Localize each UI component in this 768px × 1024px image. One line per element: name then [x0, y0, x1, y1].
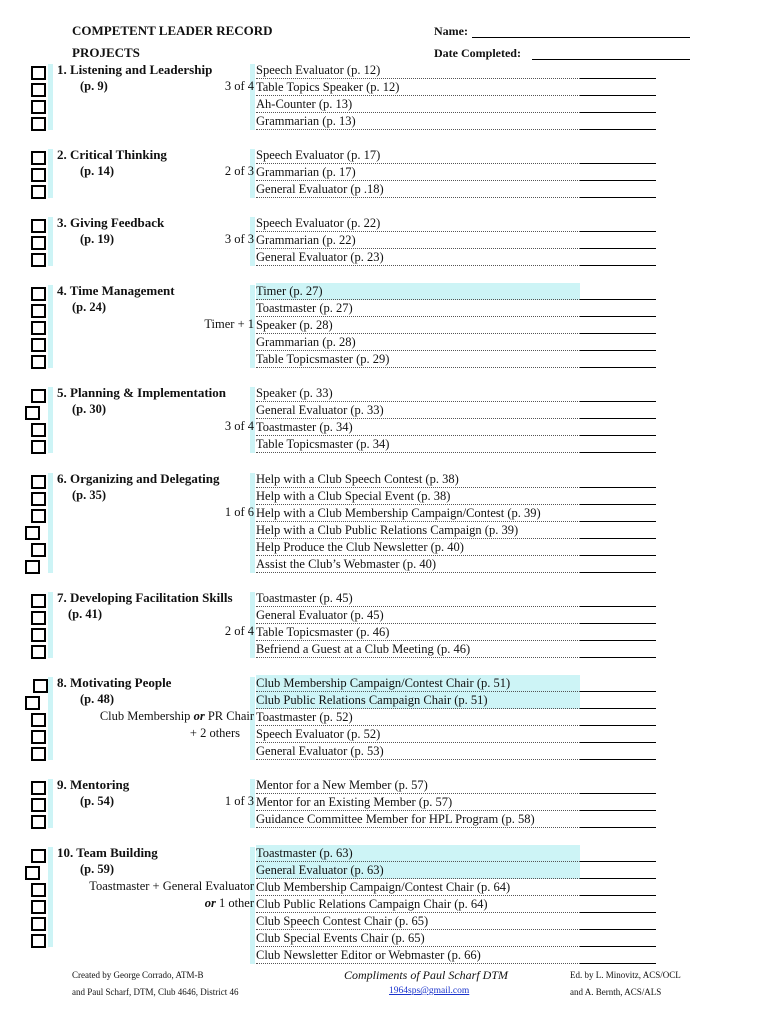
role-item: Mentor for an Existing Member (p. 57): [256, 794, 580, 811]
role-date-field[interactable]: [580, 675, 656, 692]
role-item: Table Topicsmaster (p. 34): [256, 436, 580, 453]
completion-checkbox[interactable]: [31, 389, 46, 403]
role-item: General Evaluator (p .18): [256, 181, 580, 198]
completion-checkbox[interactable]: [31, 594, 46, 608]
project-title: 9. Mentoring: [57, 777, 130, 792]
role-item: Assist the Club’s Webmaster (p. 40): [256, 556, 580, 573]
role-item: Help with a Club Membership Campaign/Contest (p. 39): [256, 505, 580, 522]
role-date-field[interactable]: [580, 607, 656, 624]
role-item: Speaker (p. 28): [256, 317, 580, 334]
completion-checkbox[interactable]: [31, 849, 46, 863]
role-date-field[interactable]: [580, 419, 656, 436]
role-item: Help Produce the Club Newsletter (p. 40): [256, 539, 580, 556]
completion-checkbox[interactable]: [25, 406, 40, 420]
name-label: Name:: [434, 24, 468, 38]
role-date-field[interactable]: [580, 743, 656, 760]
completion-checkbox[interactable]: [31, 747, 46, 761]
role-date-field[interactable]: [580, 879, 656, 896]
project-title: 8. Motivating People: [57, 675, 172, 690]
role-date-field[interactable]: [580, 300, 656, 317]
requirement-part: Club Membership: [99, 709, 191, 723]
role-item: Table Topicsmaster (p. 29): [256, 351, 580, 368]
role-item: Speech Evaluator (p. 52): [256, 726, 580, 743]
role-date-field[interactable]: [580, 471, 656, 488]
role-item: Club Public Relations Campaign Chair (p. 64): [256, 896, 580, 913]
project-page-ref: (p. 19): [80, 232, 115, 246]
completion-checkbox[interactable]: [25, 866, 40, 880]
project-page-ref: (p. 48): [80, 692, 115, 706]
completion-checkbox[interactable]: [31, 253, 46, 267]
completion-checkbox[interactable]: [31, 168, 46, 182]
credits-line-1: Created by George Corrado, ATM-B: [72, 970, 204, 980]
completion-checkbox[interactable]: [31, 815, 46, 829]
requirement-note: Toastmaster + General Evaluator: [89, 879, 254, 893]
role-date-field[interactable]: [580, 811, 656, 828]
role-date-field[interactable]: [580, 62, 656, 79]
role-item: Toastmaster (p. 63): [256, 845, 580, 862]
role-item: Toastmaster (p. 34): [256, 419, 580, 436]
project-page-ref: (p. 41): [68, 607, 103, 621]
role-item: Toastmaster (p. 45): [256, 590, 580, 607]
completion-checkbox[interactable]: [33, 679, 48, 693]
role-item: Befriend a Guest at a Club Meeting (p. 46): [256, 641, 580, 658]
requirement-note: Timer + 1: [204, 317, 254, 331]
role-date-field[interactable]: [580, 692, 656, 709]
project-page-ref: (p. 9): [80, 79, 108, 93]
completion-checkbox[interactable]: [31, 355, 46, 369]
section-accent-bar: [48, 217, 53, 266]
role-date-field[interactable]: [580, 113, 656, 130]
role-date-field[interactable]: [580, 334, 656, 351]
role-date-field[interactable]: [580, 505, 656, 522]
completion-checkbox[interactable]: [31, 440, 46, 454]
role-date-field[interactable]: [580, 147, 656, 164]
completion-checkbox[interactable]: [31, 900, 46, 914]
role-date-field[interactable]: [580, 794, 656, 811]
projects-label: PROJECTS: [72, 45, 140, 60]
completion-checkbox[interactable]: [31, 730, 46, 744]
email-link[interactable]: 1964sps@gmail.com: [389, 986, 470, 996]
requirement-or: or: [193, 709, 205, 723]
role-item: Speech Evaluator (p. 17): [256, 147, 580, 164]
project-title: 4. Time Management: [57, 283, 175, 298]
role-item: Toastmaster (p. 52): [256, 709, 580, 726]
role-item: General Evaluator (p. 63): [256, 862, 580, 879]
role-date-field[interactable]: [580, 862, 656, 879]
role-date-field[interactable]: [580, 215, 656, 232]
role-date-field[interactable]: [580, 436, 656, 453]
role-date-field[interactable]: [580, 947, 656, 964]
role-item: General Evaluator (p. 33): [256, 402, 580, 419]
requirement-note: 2 of 4: [224, 624, 254, 638]
role-item: Table Topicsmaster (p. 46): [256, 624, 580, 641]
role-item: Toastmaster (p. 27): [256, 300, 580, 317]
role-date-field[interactable]: [580, 590, 656, 607]
requirement-or: or: [204, 896, 216, 910]
role-item: Help with a Club Speech Contest (p. 38): [256, 471, 580, 488]
role-item: Grammarian (p. 17): [256, 164, 580, 181]
completion-checkbox[interactable]: [31, 917, 46, 931]
section-accent-bar: [48, 779, 53, 828]
role-date-field[interactable]: [580, 96, 656, 113]
role-date-field[interactable]: [580, 522, 656, 539]
completion-checkbox[interactable]: [31, 185, 46, 199]
completion-checkbox[interactable]: [31, 781, 46, 795]
requirement-note-extra: + 2 others: [189, 726, 240, 740]
requirement-note: [100, 709, 254, 724]
completion-checkbox[interactable]: [31, 321, 46, 335]
role-date-field[interactable]: [580, 351, 656, 368]
role-item: Help with a Club Special Event (p. 38): [256, 488, 580, 505]
section-accent-bar: [48, 677, 53, 760]
items-accent-bar: [250, 64, 255, 130]
completion-checkbox[interactable]: [31, 645, 46, 659]
compliments-text: Compliments of Paul Scharf DTM: [344, 968, 508, 982]
requirement-note: 1 of 6: [224, 505, 254, 519]
items-accent-bar: [250, 473, 255, 573]
role-item: Club Membership Campaign/Contest Chair (p. 51): [256, 675, 580, 692]
completion-checkbox[interactable]: [31, 338, 46, 352]
role-item: Table Topics Speaker (p. 12): [256, 79, 580, 96]
requirement-note: 3 of 4: [224, 79, 254, 93]
role-date-field[interactable]: [580, 930, 656, 947]
role-item: Guidance Committee Member for HPL Program (p. 58): [256, 811, 580, 828]
name-field[interactable]: [472, 37, 690, 38]
role-date-field[interactable]: [580, 913, 656, 930]
role-item: Club Newsletter Editor or Webmaster (p. 66): [256, 947, 580, 964]
role-item: Timer (p. 27): [256, 283, 580, 300]
completion-checkbox[interactable]: [31, 509, 46, 523]
completion-checkbox[interactable]: [31, 304, 46, 318]
section-accent-bar: [48, 847, 53, 947]
completion-checkbox[interactable]: [25, 696, 40, 710]
project-page-ref: (p. 14): [80, 164, 115, 178]
completion-checkbox[interactable]: [31, 66, 46, 80]
project-title: 1. Listening and Leadership: [57, 62, 213, 77]
section-accent-bar: [48, 285, 53, 368]
role-item: Mentor for a New Member (p. 57): [256, 777, 580, 794]
role-item: Club Public Relations Campaign Chair (p. 51): [256, 692, 580, 709]
role-date-field[interactable]: [580, 283, 656, 300]
completion-checkbox[interactable]: [25, 526, 40, 540]
completion-checkbox[interactable]: [31, 492, 46, 506]
completion-checkbox[interactable]: [31, 83, 46, 97]
project-page-ref: (p. 35): [72, 488, 107, 502]
date-completed-label: Date Completed:: [434, 46, 521, 60]
role-date-field[interactable]: [580, 777, 656, 794]
role-date-field[interactable]: [580, 709, 656, 726]
role-date-field[interactable]: [580, 385, 656, 402]
section-accent-bar: [48, 387, 53, 453]
project-page-ref: (p. 24): [72, 300, 107, 314]
role-date-field[interactable]: [580, 79, 656, 96]
project-title: 3. Giving Feedback: [57, 215, 165, 230]
completion-checkbox[interactable]: [31, 543, 46, 557]
completion-checkbox[interactable]: [31, 475, 46, 489]
role-date-field[interactable]: [580, 556, 656, 573]
project-page-ref: (p. 30): [72, 402, 107, 416]
role-item: Help with a Club Public Relations Campaign (p. 39): [256, 522, 580, 539]
role-date-field[interactable]: [580, 488, 656, 505]
role-date-field[interactable]: [580, 641, 656, 658]
project-page-ref: (p. 59): [80, 862, 115, 876]
completion-checkbox[interactable]: [31, 100, 46, 114]
completion-checkbox[interactable]: [31, 151, 46, 165]
role-item: General Evaluator (p. 45): [256, 607, 580, 624]
project-title: 10. Team Building: [57, 845, 158, 860]
role-item: Club Special Events Chair (p. 65): [256, 930, 580, 947]
completion-checkbox[interactable]: [31, 798, 46, 812]
role-date-field[interactable]: [580, 402, 656, 419]
project-title: 2. Critical Thinking: [57, 147, 167, 162]
editor-line-1: Ed. by L. Minovitz, ACS/OCL: [570, 970, 681, 980]
role-item: Grammarian (p. 13): [256, 113, 580, 130]
completion-checkbox[interactable]: [31, 423, 46, 437]
requirement-part: PR Chair: [207, 709, 254, 723]
role-date-field[interactable]: [580, 845, 656, 862]
completion-checkbox[interactable]: [31, 219, 46, 233]
role-date-field[interactable]: [580, 181, 656, 198]
date-completed-field[interactable]: [532, 59, 690, 60]
role-date-field[interactable]: [580, 896, 656, 913]
role-item: General Evaluator (p. 53): [256, 743, 580, 760]
project-title: 7. Developing Facilitation Skills: [57, 590, 233, 605]
completion-checkbox[interactable]: [31, 628, 46, 642]
requirement-note: 3 of 4: [224, 419, 254, 433]
section-accent-bar: [48, 149, 53, 198]
completion-checkbox[interactable]: [31, 883, 46, 897]
completion-checkbox[interactable]: [31, 611, 46, 625]
document-title: COMPETENT LEADER RECORD: [72, 23, 273, 38]
requirement-part: 1 other: [218, 896, 254, 910]
section-accent-bar: [48, 473, 53, 573]
role-date-field[interactable]: [580, 624, 656, 641]
credits-line-2: and Paul Scharf, DTM, Club 4646, District 46: [72, 987, 239, 997]
role-date-field[interactable]: [580, 164, 656, 181]
requirement-note: 2 of 3: [224, 164, 254, 178]
completion-checkbox[interactable]: [31, 117, 46, 131]
role-item: Grammarian (p. 28): [256, 334, 580, 351]
role-date-field[interactable]: [580, 249, 656, 266]
role-item: Club Speech Contest Chair (p. 65): [256, 913, 580, 930]
completion-checkbox[interactable]: [31, 236, 46, 250]
requirement-note: 1 of 3: [224, 794, 254, 808]
role-item: General Evaluator (p. 23): [256, 249, 580, 266]
project-page-ref: (p. 54): [80, 794, 115, 808]
completion-checkbox[interactable]: [31, 287, 46, 301]
project-title: 6. Organizing and Delegating: [57, 471, 220, 486]
project-title: 5. Planning & Implementation: [57, 385, 227, 400]
role-date-field[interactable]: [580, 726, 656, 743]
role-date-field[interactable]: [580, 539, 656, 556]
completion-checkbox[interactable]: [31, 713, 46, 727]
role-item: Grammarian (p. 22): [256, 232, 580, 249]
role-date-field[interactable]: [580, 317, 656, 334]
role-item: Speech Evaluator (p. 12): [256, 62, 580, 79]
editor-line-2: and A. Bernth, ACS/ALS: [570, 987, 662, 997]
completion-checkbox[interactable]: [25, 560, 40, 574]
role-item: Ah-Counter (p. 13): [256, 96, 580, 113]
role-item: Club Membership Campaign/Contest Chair (p. 64): [256, 879, 580, 896]
role-item: Speech Evaluator (p. 22): [256, 215, 580, 232]
role-date-field[interactable]: [580, 232, 656, 249]
requirement-note: 3 of 3: [224, 232, 254, 246]
role-item: Speaker (p. 33): [256, 385, 580, 402]
section-accent-bar: [48, 64, 53, 130]
section-accent-bar: [48, 592, 53, 658]
completion-checkbox[interactable]: [31, 934, 46, 948]
requirement-note-extra: [205, 896, 254, 911]
